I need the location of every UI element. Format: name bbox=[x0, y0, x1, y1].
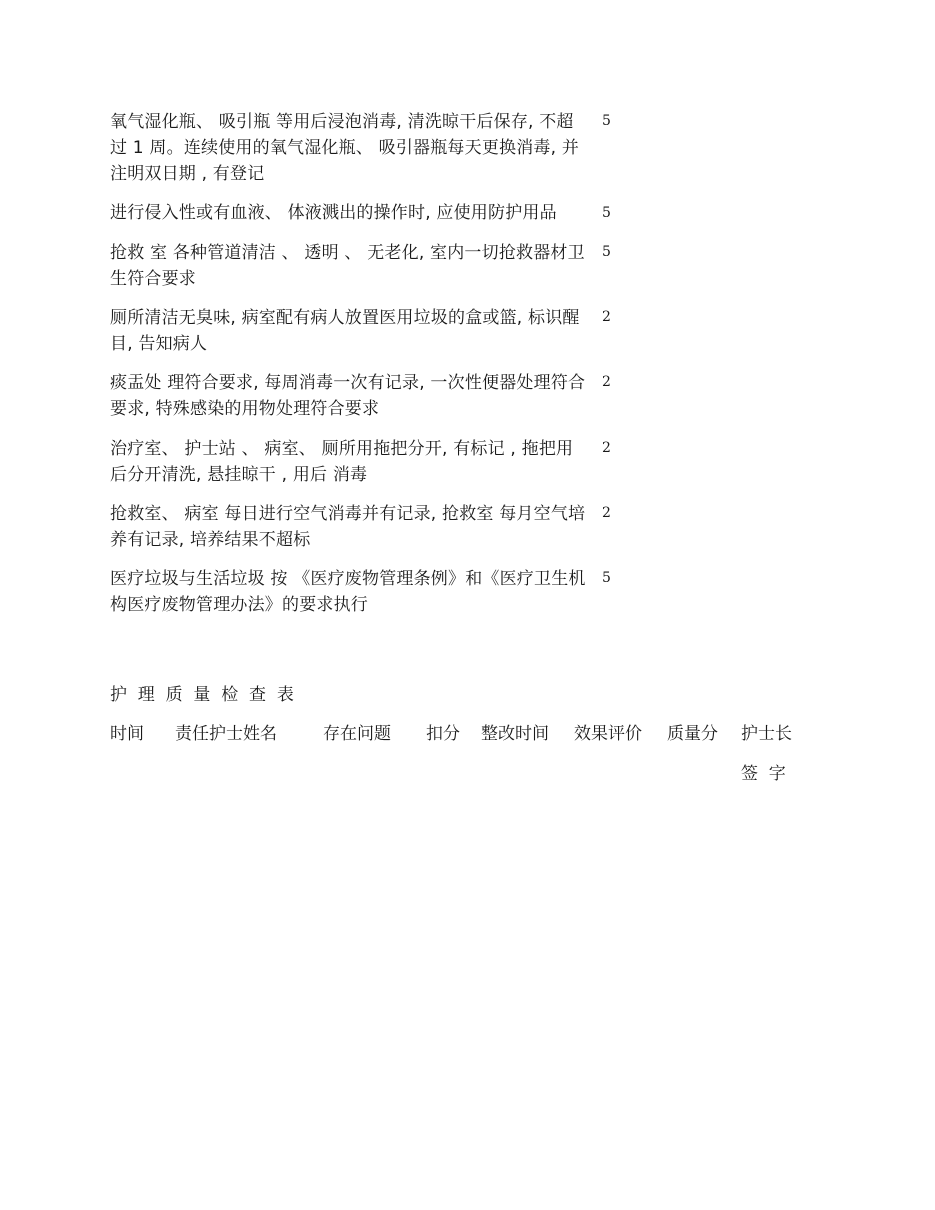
column-time: 时间 bbox=[110, 724, 144, 744]
column-head-nurse-signature: 签 字 bbox=[741, 764, 786, 784]
item-score-5: 2 bbox=[602, 374, 611, 390]
form-title: 护 理 质 量 检 查 表 bbox=[110, 685, 294, 705]
item-score-4: 2 bbox=[602, 309, 611, 325]
item-text-3: 抢救 室 各种管道清洁 、 透明 、 无老化, 室内一切抢救器材卫生符合要求 bbox=[110, 243, 585, 289]
item-text-1: 氧气湿化瓶、 吸引瓶 等用后浸泡消毒, 清洗晾干后保存, 不超过 1 周。连续使用的氧气湿化瓶、 吸引器瓶每天更换消毒, 并注明双日期 , 有登记 bbox=[110, 112, 580, 184]
item-text-8: 医疗垃圾与生活垃圾 按 《医疗废物管理条例》和《医疗卫生机构医疗废物管理办法》的要求执行 bbox=[110, 569, 586, 615]
column-head-nurse: 护士长 bbox=[741, 724, 792, 744]
column-quality-score: 质量分 bbox=[667, 724, 718, 744]
column-deduction: 扣分 bbox=[426, 724, 460, 744]
item-text-4: 厕所清洁无臭味, 病室配有病人放置医用垃圾的盒或篮, 标识醒目, 告知病人 bbox=[110, 308, 580, 354]
item-text-2: 进行侵入性或有血液、 体液溅出的操作时, 应使用防护用品 bbox=[110, 203, 557, 223]
item-text-5: 痰盂处 理符合要求, 每周消毒一次有记录, 一次性便器处理符合要求, 特殊感染的用物处理符合要求 bbox=[110, 373, 586, 419]
item-score-2: 5 bbox=[602, 205, 611, 221]
item-score-1: 5 bbox=[602, 113, 611, 129]
item-score-3: 5 bbox=[602, 244, 611, 260]
column-rectify-time: 整改时间 bbox=[481, 724, 549, 744]
item-score-6: 2 bbox=[602, 440, 611, 456]
item-score-8: 5 bbox=[602, 570, 611, 586]
column-nurse-name: 责任护士姓名 bbox=[175, 724, 277, 744]
column-problems: 存在问题 bbox=[323, 724, 391, 744]
column-effect-evaluation: 效果评价 bbox=[574, 724, 642, 744]
item-text-6: 治疗室、 护士站 、 病室、 厕所用拖把分开, 有标记 , 拖把用后分开清洗, 悬挂晾干 , 用后 消毒 bbox=[110, 439, 574, 485]
item-text-7: 抢救室、 病室 每日进行空气消毒并有记录, 抢救室 每月空气培养有记录, 培养结果不超标 bbox=[110, 504, 586, 550]
item-score-7: 2 bbox=[602, 505, 611, 521]
